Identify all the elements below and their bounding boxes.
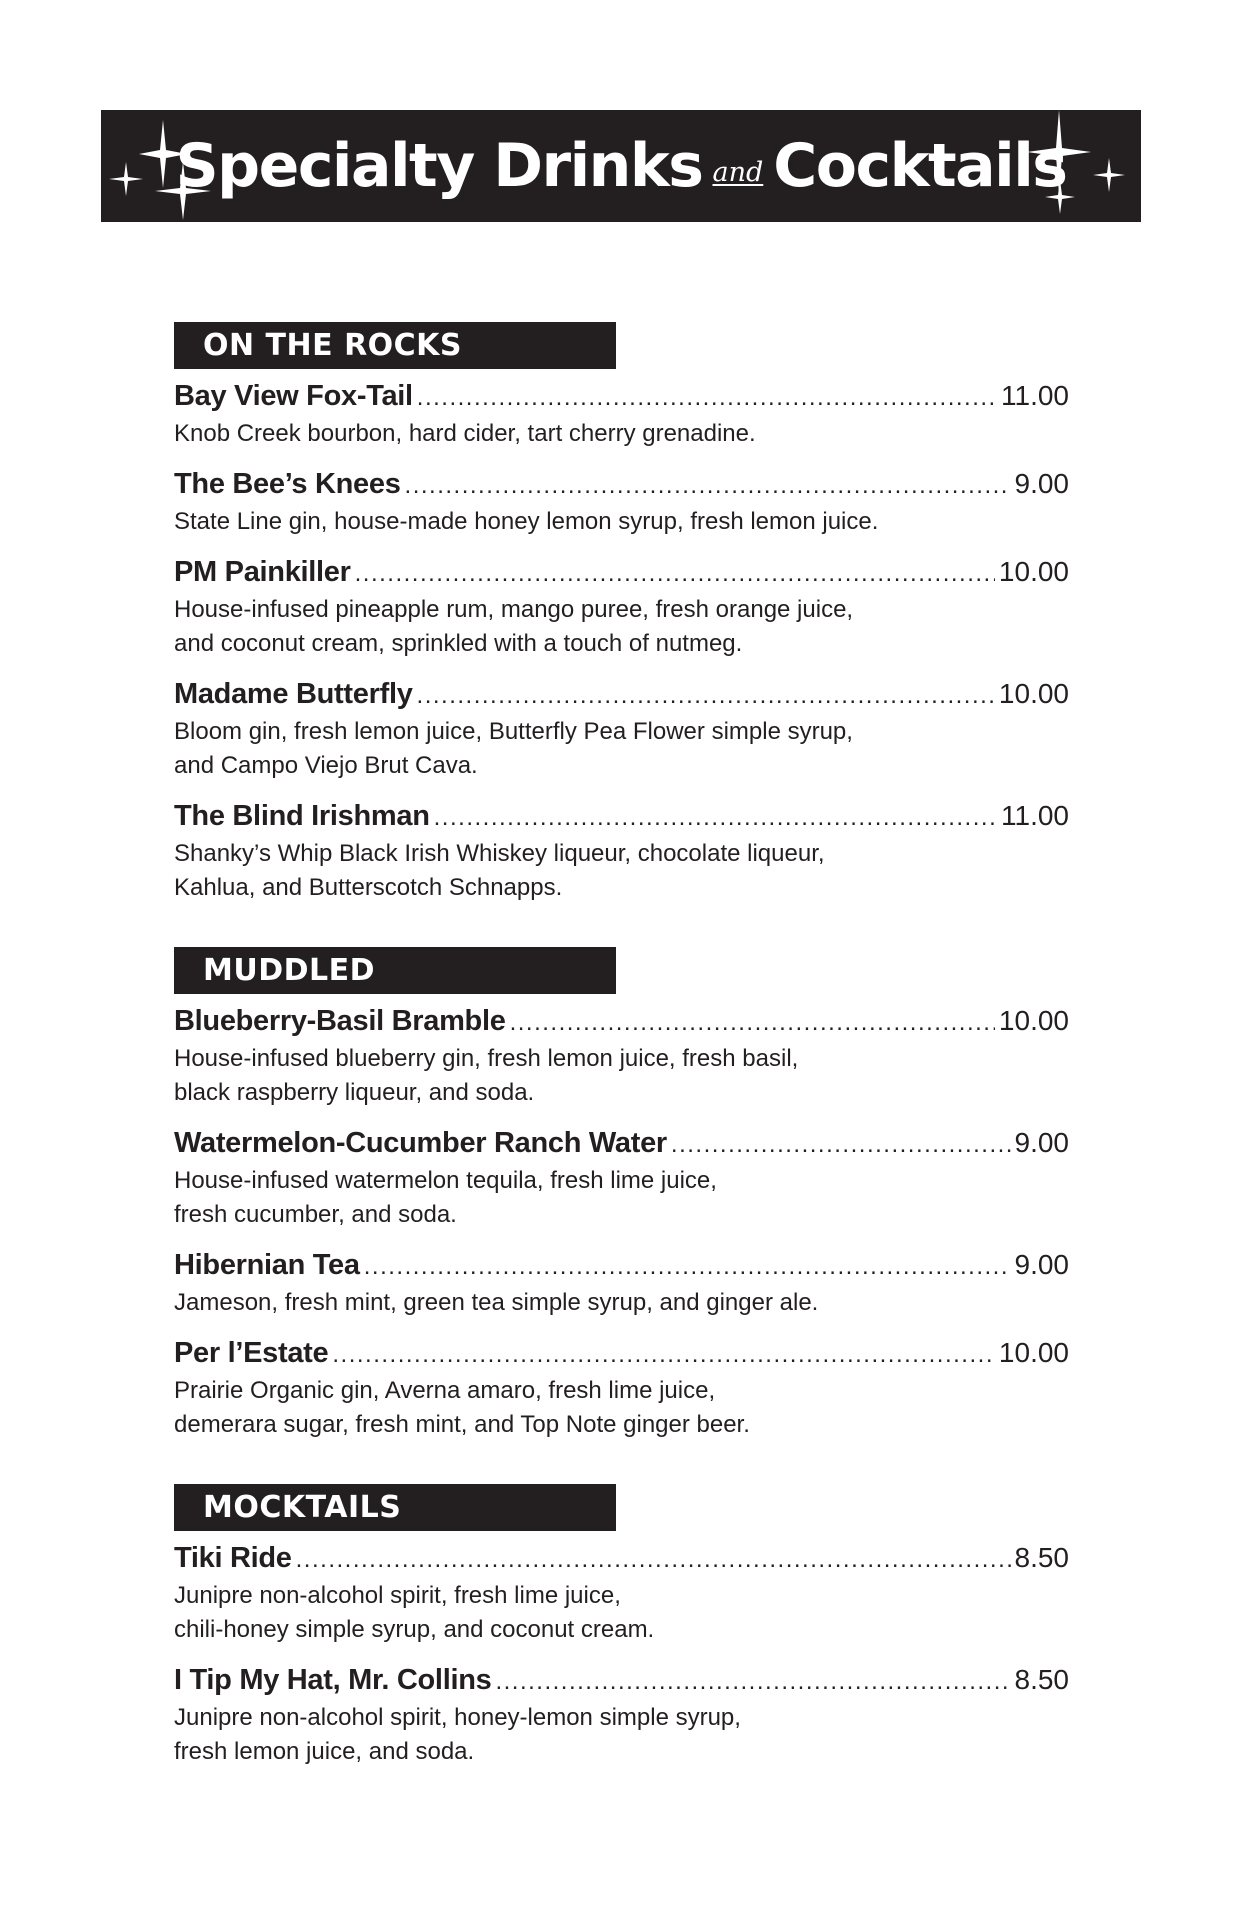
item-price: 10.00 bbox=[998, 556, 1069, 587]
item-description: House-infused watermelon tequila, fresh lime juice, fresh cucumber, and soda. bbox=[174, 1167, 717, 1228]
section-header: MUDDLED bbox=[174, 947, 616, 994]
item-price: 11.00 bbox=[1001, 380, 1069, 411]
item-price: 8.50 bbox=[1014, 1542, 1069, 1573]
item-description: Shanky’s Whip Black Irish Whiskey liqueur, chocolate liqueur, Kahlua, and Butterscotch Schnapps. bbox=[174, 840, 825, 901]
item-name: Madame Butterfly bbox=[174, 678, 413, 710]
dot-leader bbox=[296, 1541, 1011, 1579]
item-price: 10.00 bbox=[998, 1337, 1069, 1368]
dot-leader bbox=[495, 1663, 1010, 1701]
page-title bbox=[101, 110, 1141, 222]
menu-item bbox=[174, 1002, 1069, 1110]
item-name: I Tip My Hat, Mr. Collins bbox=[174, 1664, 492, 1696]
menu-item bbox=[174, 1539, 1069, 1647]
menu-item bbox=[174, 1334, 1069, 1442]
item-description: Prairie Organic gin, Averna amaro, fresh lime juice, demerara sugar, fresh mint, and Top Note ginger beer. bbox=[174, 1377, 750, 1438]
menu-item bbox=[174, 465, 1069, 539]
item-price: 11.00 bbox=[1001, 800, 1069, 831]
item-name: Per l’Estate bbox=[174, 1337, 329, 1369]
dot-leader bbox=[417, 677, 995, 715]
item-name: Blueberry-Basil Bramble bbox=[174, 1005, 506, 1037]
menu-item bbox=[174, 377, 1069, 451]
item-name: Tiki Ride bbox=[174, 1542, 292, 1574]
menu-item bbox=[174, 1661, 1069, 1769]
item-description: Bloom gin, fresh lemon juice, Butterfly Pea Flower simple syrup, and Campo Viejo Brut Cava. bbox=[174, 718, 853, 779]
item-name: PM Painkiller bbox=[174, 556, 351, 588]
item-description: Junipre non-alcohol spirit, honey-lemon simple syrup, fresh lemon juice, and soda. bbox=[174, 1704, 741, 1765]
menu-item bbox=[174, 1124, 1069, 1232]
item-price: 9.00 bbox=[1014, 1127, 1069, 1158]
title-specialty-drinks: Specialty Drinks bbox=[175, 131, 703, 201]
item-description: House-infused pineapple rum, mango puree, fresh orange juice, and coconut cream, sprinkled with a touch of nutmeg. bbox=[174, 596, 854, 657]
dot-leader bbox=[434, 799, 997, 837]
dot-leader bbox=[417, 379, 997, 417]
item-description: House-infused blueberry gin, fresh lemon juice, fresh basil, black raspberry liqueur, and soda. bbox=[174, 1045, 799, 1106]
item-description: Knob Creek bourbon, hard cider, tart cherry grenadine. bbox=[174, 420, 756, 447]
title-cocktails: Cocktails bbox=[773, 131, 1067, 201]
dot-leader bbox=[510, 1004, 995, 1042]
menu-item bbox=[174, 553, 1069, 661]
item-name: The Blind Irishman bbox=[174, 800, 430, 832]
dot-leader bbox=[405, 467, 1011, 505]
dot-leader bbox=[364, 1248, 1011, 1286]
menu-item bbox=[174, 675, 1069, 783]
item-description: Junipre non-alcohol spirit, fresh lime juice, chili-honey simple syrup, and coconut cream. bbox=[174, 1582, 655, 1643]
item-name: Hibernian Tea bbox=[174, 1249, 360, 1281]
menu-item bbox=[174, 797, 1069, 905]
section-mocktails bbox=[174, 1484, 1069, 1769]
dot-leader bbox=[332, 1336, 995, 1374]
item-description: State Line gin, house-made honey lemon syrup, fresh lemon juice. bbox=[174, 508, 879, 535]
title-and: and bbox=[712, 156, 764, 188]
section-header: MOCKTAILS bbox=[174, 1484, 616, 1531]
item-name: Bay View Fox-Tail bbox=[174, 380, 413, 412]
item-description: Jameson, fresh mint, green tea simple syrup, and ginger ale. bbox=[174, 1289, 819, 1316]
item-price: 8.50 bbox=[1014, 1664, 1069, 1695]
section-muddled bbox=[174, 947, 1069, 1442]
dot-leader bbox=[671, 1126, 1011, 1164]
section-on-the-rocks bbox=[174, 322, 1069, 905]
item-price: 9.00 bbox=[1014, 1249, 1069, 1280]
drinks-menu bbox=[174, 322, 1069, 1811]
section-header: ON THE ROCKS bbox=[174, 322, 616, 369]
item-name: Watermelon-Cucumber Ranch Water bbox=[174, 1127, 667, 1159]
item-price: 10.00 bbox=[998, 1005, 1069, 1036]
menu-item bbox=[174, 1246, 1069, 1320]
item-price: 10.00 bbox=[998, 678, 1069, 709]
dot-leader bbox=[355, 555, 995, 593]
item-name: The Bee’s Knees bbox=[174, 468, 401, 500]
item-price: 9.00 bbox=[1014, 468, 1069, 499]
title-banner bbox=[101, 110, 1141, 222]
